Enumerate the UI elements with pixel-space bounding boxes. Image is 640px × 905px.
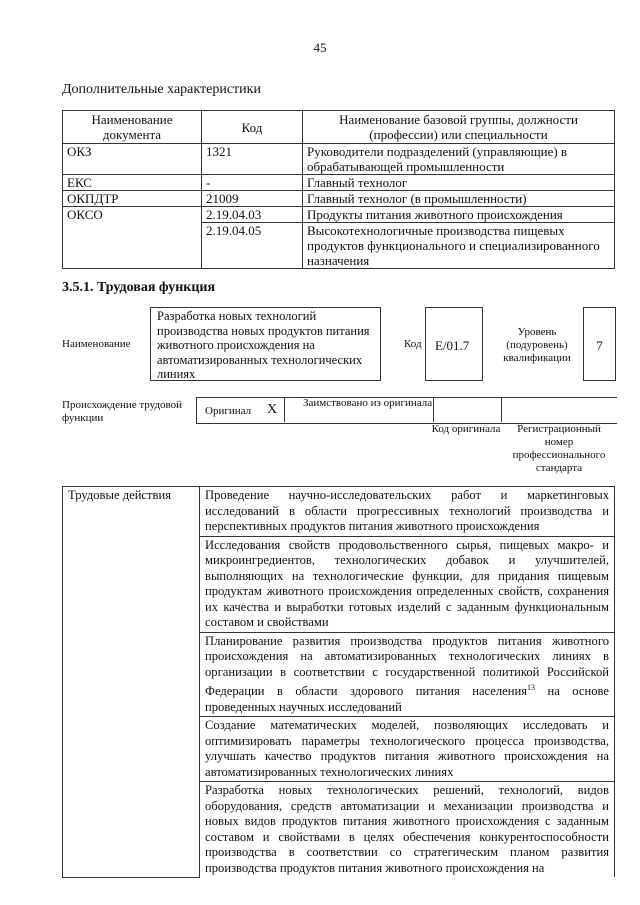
level-label: Уровень (подуровень) квалификации <box>503 326 571 364</box>
labor-actions-table <box>62 486 615 878</box>
code-cell: 2.19.04.03 <box>202 207 303 223</box>
reg-number-label: Регистрационный номер профессионального стандарта <box>512 423 606 474</box>
borrowed-label: Заимствовано из оригинала <box>284 397 433 422</box>
footnote-ref: 13 <box>527 683 536 692</box>
origin-label: Происхождение трудовой функции <box>62 399 183 424</box>
original-code-label: Код оригинала <box>431 423 501 435</box>
code-cell: 21009 <box>202 191 303 207</box>
action-text: Планирование развития производства продуктов питания животного происхождения на автоматизированных технологических линиях в организации в соответствии с государственной политикой Российской Федерации в области здорового питания населения <box>205 633 609 699</box>
function-heading: 3.5.1. Трудовая функция <box>62 280 216 295</box>
table-row <box>63 487 615 537</box>
divider <box>501 398 502 422</box>
name-cell: Главный технолог (в промышленности) <box>303 191 615 207</box>
action-item: Исследования свойств продовольственного сырья, пищевых макро- и микроингредиентов, технологических добавок и улучшителей, выполняющих на технологические функции, для придания пищевым продуктам животного происхождения определенных свойств, сохранения их качества и выработки готовых изделий с заданным функциональным составом и свойствами <box>200 536 615 632</box>
doc-cell: ОКЗ <box>63 144 202 175</box>
name-label: Наименование <box>62 338 131 350</box>
original-mark: X <box>267 402 278 417</box>
table-row <box>63 175 615 191</box>
page-number: 45 <box>313 40 327 55</box>
table-row <box>63 191 615 207</box>
code-cell: 1321 <box>202 144 303 175</box>
name-cell: Руководители подразделений (управляющие) в обрабатывающей промышленности <box>303 144 615 175</box>
name-cell: Продукты питания животного происхождения <box>303 207 615 223</box>
doc-cell: ЕКС <box>63 175 202 191</box>
action-text-tail: на основе проведенных научных исследований <box>205 684 609 714</box>
table-row <box>63 207 615 223</box>
function-name-box: Разработка новых технологий производства новых продуктов питания животного происхождения на автоматизированных технологических линиях <box>150 307 381 381</box>
table-row <box>63 144 615 175</box>
name-cell: Высокотехнологичные производства пищевых продуктов функционального и специализированного назначения <box>303 223 615 269</box>
doc-cell: ОКСО <box>63 207 202 269</box>
action-item: Создание математических моделей, позволяющих исследовать и оптимизировать параметры технологического процесса производства, улучшать качество продуктов питания животного происхождения на автоматизированных технологических линиях <box>200 717 615 782</box>
column-header: Наименование базовой группы, должности (профессии) или специальности <box>303 111 615 144</box>
column-header: Код <box>202 111 303 144</box>
name-cell: Главный технолог <box>303 175 615 191</box>
code-cell: - <box>202 175 303 191</box>
function-code-box: E/01.7 <box>425 307 483 381</box>
section-title: Дополнительные характеристики <box>62 82 261 97</box>
code-label: Код <box>404 338 422 350</box>
action-item: Проведение научно-исследовательских работ и маркетинговых исследований в области прогрессивных технологий производства и перспективных продуктов питания животного происхождения <box>200 487 615 537</box>
additional-characteristics-table <box>62 110 615 269</box>
action-item: Разработка новых технологических решений, технологий, видов оборудования, средств автоматизации и механизации производства и новых видов продуктов питания животного происхождения с заданным составом и свойствами в целях обеспечения конкурентоспособности производства в соответствии со стратегическим планом развития производства продуктов питания животного происхождения на <box>200 782 615 878</box>
column-header: Наименование документа <box>63 111 202 144</box>
code-cell: 2.19.04.05 <box>202 223 303 269</box>
labor-actions-label: Трудовые действия <box>63 487 200 878</box>
level-box: 7 <box>583 307 616 381</box>
action-item <box>200 632 615 717</box>
doc-cell: ОКПДТР <box>63 191 202 207</box>
original-label: Оригинал <box>205 405 252 417</box>
divider <box>433 398 434 422</box>
origin-row <box>196 397 617 424</box>
